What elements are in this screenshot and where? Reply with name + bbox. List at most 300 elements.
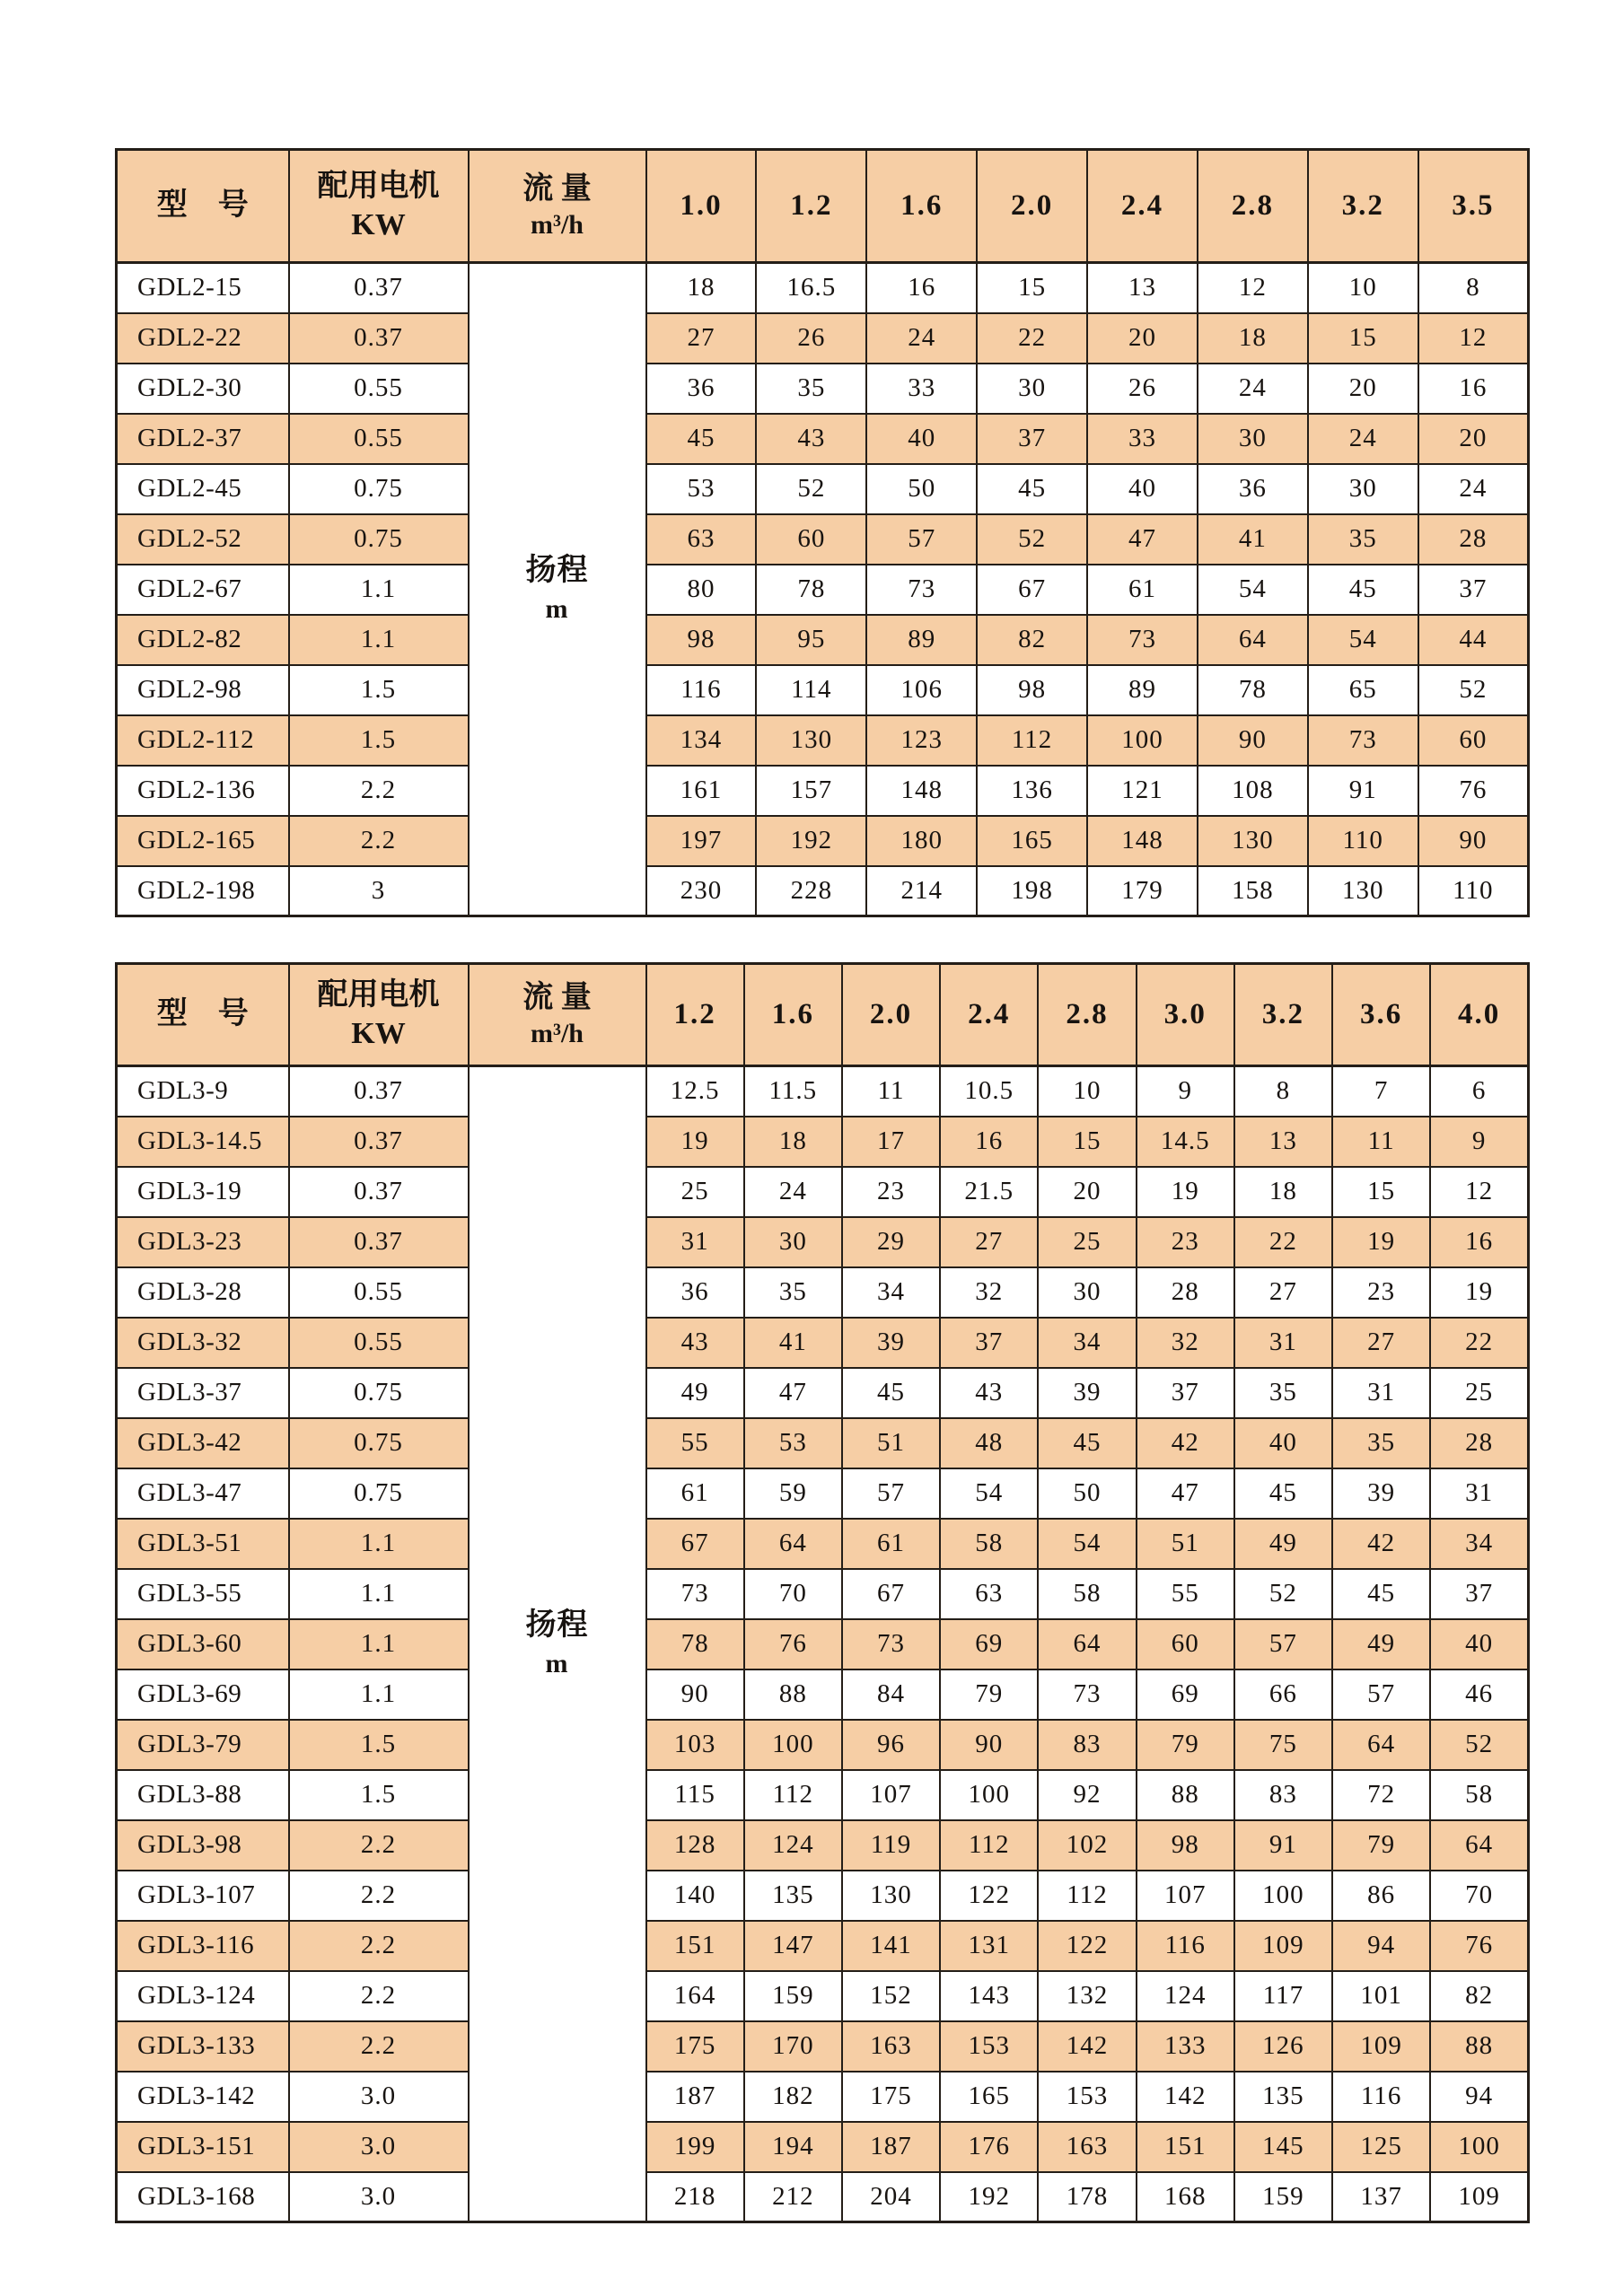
head-value-cell: 134 — [646, 715, 757, 766]
head-value-cell: 78 — [1198, 665, 1308, 715]
head-value-cell: 37 — [977, 414, 1087, 464]
head-value-cell: 109 — [1234, 1921, 1332, 1971]
head-value-cell: 39 — [842, 1318, 940, 1368]
head-value-cell: 34 — [1430, 1519, 1528, 1569]
table-row — [117, 715, 1529, 766]
head-value-cell: 98 — [646, 615, 757, 665]
head-value-cell: 180 — [866, 816, 977, 866]
motor-kw-cell: 3.0 — [289, 2122, 469, 2172]
head-value-cell: 159 — [744, 1971, 842, 2021]
head-value-cell: 43 — [756, 414, 866, 464]
head-value-cell: 88 — [1430, 2021, 1528, 2072]
head-value-cell: 20 — [1038, 1167, 1136, 1217]
head-value-cell: 30 — [1038, 1267, 1136, 1318]
head-value-cell: 31 — [1234, 1318, 1332, 1368]
head-value-cell: 22 — [977, 313, 1087, 364]
head-value-cell: 36 — [646, 364, 757, 414]
motor-kw-cell: 0.75 — [289, 1418, 469, 1468]
motor-kw-cell: 2.2 — [289, 1921, 469, 1971]
head-value-cell: 31 — [1332, 1368, 1430, 1418]
head-value-cell: 26 — [1087, 364, 1198, 414]
motor-kw-cell: 0.55 — [289, 1267, 469, 1318]
motor-kw-cell: 1.5 — [289, 1720, 469, 1770]
head-value-cell: 84 — [842, 1669, 940, 1720]
head-value-cell: 94 — [1430, 2072, 1528, 2122]
head-value-cell: 12 — [1418, 313, 1529, 364]
head-value-cell: 125 — [1332, 2122, 1430, 2172]
model-cell: GDL3-88 — [117, 1770, 289, 1820]
head-value-cell: 50 — [866, 464, 977, 514]
head-value-cell: 54 — [1038, 1519, 1136, 1569]
head-value-cell: 100 — [1430, 2122, 1528, 2172]
head-value-cell: 55 — [1137, 1569, 1234, 1619]
head-value-cell: 28 — [1137, 1267, 1234, 1318]
head-value-cell: 106 — [866, 665, 977, 715]
head-value-cell: 83 — [1038, 1720, 1136, 1770]
motor-kw-cell: 1.1 — [289, 1569, 469, 1619]
head-value-cell: 23 — [842, 1167, 940, 1217]
head-value-cell: 34 — [842, 1267, 940, 1318]
head-value-cell: 15 — [1332, 1167, 1430, 1217]
flow-rate-value-header: 2.4 — [1087, 150, 1198, 263]
head-value-cell: 45 — [1308, 565, 1418, 615]
head-value-cell: 52 — [1234, 1569, 1332, 1619]
head-value-cell: 43 — [940, 1368, 1038, 1418]
head-value-cell: 43 — [646, 1318, 744, 1368]
head-value-cell: 110 — [1308, 816, 1418, 866]
model-cell: GDL3-42 — [117, 1418, 289, 1468]
head-value-cell: 109 — [1332, 2021, 1430, 2072]
head-value-cell: 115 — [646, 1770, 744, 1820]
motor-kw-cell: 0.75 — [289, 514, 469, 565]
head-value-cell: 19 — [646, 1117, 744, 1167]
table-row — [117, 1217, 1529, 1267]
head-value-cell: 29 — [842, 1217, 940, 1267]
table-row — [117, 1820, 1529, 1871]
head-value-cell: 170 — [744, 2021, 842, 2072]
head-value-cell: 25 — [1430, 1368, 1528, 1418]
head-value-cell: 18 — [646, 263, 757, 313]
head-value-cell: 143 — [940, 1971, 1038, 2021]
head-value-cell: 91 — [1234, 1820, 1332, 1871]
head-value-cell: 61 — [1087, 565, 1198, 615]
table-row — [117, 1468, 1529, 1519]
model-cell: GDL3-23 — [117, 1217, 289, 1267]
flow-rate-value-header: 2.8 — [1038, 964, 1136, 1066]
head-value-cell: 72 — [1332, 1770, 1430, 1820]
motor-kw-cell: 2.2 — [289, 2021, 469, 2072]
motor-header-label: 配用电机 — [317, 170, 440, 203]
head-value-cell: 153 — [1038, 2072, 1136, 2122]
table-row — [117, 2172, 1529, 2222]
head-value-cell: 100 — [940, 1770, 1038, 1820]
head-value-cell: 37 — [1430, 1569, 1528, 1619]
head-value-cell: 46 — [1430, 1669, 1528, 1720]
head-value-cell: 8 — [1234, 1066, 1332, 1117]
head-value-cell: 61 — [646, 1468, 744, 1519]
head-value-cell: 35 — [1234, 1368, 1332, 1418]
head-value-cell: 148 — [866, 766, 977, 816]
head-value-cell: 47 — [1087, 514, 1198, 565]
head-value-cell: 91 — [1308, 766, 1418, 816]
head-value-cell: 40 — [1234, 1418, 1332, 1468]
head-value-cell: 64 — [1430, 1820, 1528, 1871]
model-cell: GDL3-168 — [117, 2172, 289, 2222]
head-value-cell: 13 — [1087, 263, 1198, 313]
motor-kw-cell: 0.75 — [289, 1368, 469, 1418]
head-value-cell: 159 — [1234, 2172, 1332, 2222]
header-row — [117, 150, 1529, 263]
head-value-cell: 20 — [1087, 313, 1198, 364]
head-value-cell: 23 — [1332, 1267, 1430, 1318]
motor-column-header — [289, 964, 469, 1066]
head-value-cell: 86 — [1332, 1871, 1430, 1921]
head-value-cell: 103 — [646, 1720, 744, 1770]
flow-rate-value-header: 1.2 — [646, 964, 744, 1066]
head-value-cell: 17 — [842, 1117, 940, 1167]
head-value-cell: 59 — [744, 1468, 842, 1519]
motor-kw-cell: 2.2 — [289, 1820, 469, 1871]
head-value-cell: 25 — [1038, 1217, 1136, 1267]
head-value-cell: 18 — [1234, 1167, 1332, 1217]
head-value-cell: 117 — [1234, 1971, 1332, 2021]
motor-header-label: 配用电机 — [317, 978, 440, 1012]
model-column-header — [117, 150, 289, 263]
head-value-cell: 51 — [842, 1418, 940, 1468]
head-value-cell: 49 — [646, 1368, 744, 1418]
model-cell: GDL2-98 — [117, 665, 289, 715]
head-value-cell: 26 — [756, 313, 866, 364]
head-value-cell: 58 — [1430, 1770, 1528, 1820]
head-value-cell: 165 — [940, 2072, 1038, 2122]
head-value-cell: 161 — [646, 766, 757, 816]
head-value-cell: 64 — [1332, 1720, 1430, 1770]
head-value-cell: 39 — [1038, 1368, 1136, 1418]
head-value-cell: 133 — [1137, 2021, 1234, 2072]
flow-rate-value-header: 3.6 — [1332, 964, 1430, 1066]
head-value-cell: 61 — [842, 1519, 940, 1569]
motor-kw-cell: 0.37 — [289, 313, 469, 364]
head-value-cell: 16 — [1430, 1217, 1528, 1267]
head-value-cell: 214 — [866, 866, 977, 916]
head-value-cell: 48 — [940, 1418, 1038, 1468]
head-value-cell: 152 — [842, 1971, 940, 2021]
head-value-cell: 16 — [866, 263, 977, 313]
head-value-cell: 47 — [1137, 1468, 1234, 1519]
table-row — [117, 414, 1529, 464]
head-value-cell: 79 — [1137, 1720, 1234, 1770]
table-row — [117, 1117, 1529, 1167]
head-value-cell: 228 — [756, 866, 866, 916]
head-value-cell: 30 — [1308, 464, 1418, 514]
head-value-cell: 37 — [1137, 1368, 1234, 1418]
model-cell: GDL2-22 — [117, 313, 289, 364]
head-value-cell: 126 — [1234, 2021, 1332, 2072]
head-value-cell: 55 — [646, 1418, 744, 1468]
model-cell: GDL2-37 — [117, 414, 289, 464]
head-value-cell: 80 — [646, 565, 757, 615]
head-value-cell: 79 — [940, 1669, 1038, 1720]
table-row — [117, 514, 1529, 565]
head-value-cell: 112 — [977, 715, 1087, 766]
flow-unit-label: m³/h — [530, 1019, 584, 1048]
head-value-cell: 24 — [1308, 414, 1418, 464]
head-value-cell: 78 — [646, 1619, 744, 1669]
motor-kw-cell: 1.5 — [289, 715, 469, 766]
motor-kw-cell: 3 — [289, 866, 469, 916]
head-value-cell: 89 — [866, 615, 977, 665]
head-value-cell: 70 — [1430, 1871, 1528, 1921]
head-value-cell: 76 — [1430, 1921, 1528, 1971]
head-value-cell: 67 — [842, 1569, 940, 1619]
head-value-cell: 32 — [1137, 1318, 1234, 1368]
model-cell: GDL3-107 — [117, 1871, 289, 1921]
head-value-cell: 73 — [1308, 715, 1418, 766]
model-header-label: 型 号 — [156, 188, 249, 223]
head-value-cell: 130 — [1198, 816, 1308, 866]
flow-rate-value-header: 3.5 — [1418, 150, 1529, 263]
head-value-cell: 204 — [842, 2172, 940, 2222]
head-value-cell: 57 — [866, 514, 977, 565]
head-label: 扬程 — [525, 1608, 589, 1643]
head-value-cell: 34 — [1038, 1318, 1136, 1368]
model-cell: GDL3-69 — [117, 1669, 289, 1720]
flow-rate-value-header: 2.0 — [977, 150, 1087, 263]
motor-kw-cell: 0.37 — [289, 1167, 469, 1217]
motor-column-header — [289, 150, 469, 263]
head-value-cell: 28 — [1418, 514, 1529, 565]
head-value-cell: 69 — [940, 1619, 1038, 1669]
model-cell: GDL2-82 — [117, 615, 289, 665]
table-row — [117, 2021, 1529, 2072]
head-value-cell: 24 — [744, 1167, 842, 1217]
table-row — [117, 1971, 1529, 2021]
head-unit-merged-cell — [469, 263, 646, 916]
head-value-cell: 18 — [1198, 313, 1308, 364]
head-value-cell: 123 — [866, 715, 977, 766]
motor-kw-cell: 3.0 — [289, 2072, 469, 2122]
head-value-cell: 49 — [1332, 1619, 1430, 1669]
head-value-cell: 69 — [1137, 1669, 1234, 1720]
table-row — [117, 1418, 1529, 1468]
table-row — [117, 766, 1529, 816]
head-value-cell: 192 — [940, 2172, 1038, 2222]
head-value-cell: 194 — [744, 2122, 842, 2172]
table-row — [117, 364, 1529, 414]
head-value-cell: 44 — [1418, 615, 1529, 665]
head-value-cell: 20 — [1308, 364, 1418, 414]
head-value-cell: 114 — [756, 665, 866, 715]
head-value-cell: 40 — [866, 414, 977, 464]
head-value-cell: 145 — [1234, 2122, 1332, 2172]
flow-rate-value-header: 1.0 — [646, 150, 757, 263]
head-value-cell: 83 — [1234, 1770, 1332, 1820]
head-value-cell: 11 — [842, 1066, 940, 1117]
head-value-cell: 147 — [744, 1921, 842, 1971]
head-value-cell: 37 — [1418, 565, 1529, 615]
head-value-cell: 24 — [1198, 364, 1308, 414]
head-value-cell: 67 — [646, 1519, 744, 1569]
flow-rate-value-header: 2.4 — [940, 964, 1038, 1066]
head-value-cell: 212 — [744, 2172, 842, 2222]
head-value-cell: 107 — [1137, 1871, 1234, 1921]
head-value-cell: 179 — [1087, 866, 1198, 916]
head-value-cell: 73 — [1087, 615, 1198, 665]
table-row — [117, 1318, 1529, 1368]
model-cell: GDL3-51 — [117, 1519, 289, 1569]
head-value-cell: 132 — [1038, 1971, 1136, 2021]
head-value-cell: 30 — [977, 364, 1087, 414]
head-value-cell: 12 — [1430, 1167, 1528, 1217]
table-row — [117, 2072, 1529, 2122]
head-value-cell: 25 — [646, 1167, 744, 1217]
head-value-cell: 109 — [1430, 2172, 1528, 2222]
head-value-cell: 73 — [646, 1569, 744, 1619]
head-value-cell: 58 — [1038, 1569, 1136, 1619]
head-value-cell: 36 — [1198, 464, 1308, 514]
head-value-cell: 12 — [1198, 263, 1308, 313]
model-cell: GDL3-98 — [117, 1820, 289, 1871]
head-value-cell: 175 — [842, 2072, 940, 2122]
table-row — [117, 1267, 1529, 1318]
motor-kw-cell: 1.1 — [289, 615, 469, 665]
flow-unit-label: m³/h — [530, 210, 584, 240]
motor-unit-label: KW — [351, 1016, 406, 1050]
head-value-cell: 182 — [744, 2072, 842, 2122]
table-row — [117, 1167, 1529, 1217]
head-value-cell: 142 — [1038, 2021, 1136, 2072]
motor-kw-cell: 2.2 — [289, 1971, 469, 2021]
head-value-cell: 30 — [744, 1217, 842, 1267]
head-value-cell: 130 — [1308, 866, 1418, 916]
head-value-cell: 50 — [1038, 1468, 1136, 1519]
head-value-cell: 119 — [842, 1820, 940, 1871]
model-cell: GDL2-165 — [117, 816, 289, 866]
head-value-cell: 130 — [842, 1871, 940, 1921]
head-value-cell: 95 — [756, 615, 866, 665]
head-value-cell: 64 — [744, 1519, 842, 1569]
model-cell: GDL2-30 — [117, 364, 289, 414]
motor-kw-cell: 0.75 — [289, 1468, 469, 1519]
head-value-cell: 88 — [1137, 1770, 1234, 1820]
head-value-cell: 157 — [756, 766, 866, 816]
head-value-cell: 197 — [646, 816, 757, 866]
head-value-cell: 230 — [646, 866, 757, 916]
head-value-cell: 110 — [1418, 866, 1529, 916]
head-value-cell: 54 — [1308, 615, 1418, 665]
model-cell: GDL3-47 — [117, 1468, 289, 1519]
gdl3-performance-table — [115, 962, 1530, 2223]
head-value-cell: 21.5 — [940, 1167, 1038, 1217]
model-cell: GDL2-45 — [117, 464, 289, 514]
table-row — [117, 1066, 1529, 1117]
head-value-cell: 52 — [756, 464, 866, 514]
head-value-cell: 122 — [1038, 1921, 1136, 1971]
motor-kw-cell: 0.37 — [289, 1117, 469, 1167]
head-value-cell: 42 — [1332, 1519, 1430, 1569]
head-value-cell: 140 — [646, 1871, 744, 1921]
head-value-cell: 124 — [744, 1820, 842, 1871]
head-value-cell: 164 — [646, 1971, 744, 2021]
model-cell: GDL3-116 — [117, 1921, 289, 1971]
head-value-cell: 10.5 — [940, 1066, 1038, 1117]
head-value-cell: 90 — [646, 1669, 744, 1720]
flow-header-label: 流 量 — [522, 171, 592, 206]
motor-kw-cell: 1.1 — [289, 1669, 469, 1720]
head-value-cell: 36 — [646, 1267, 744, 1318]
head-value-cell: 16.5 — [756, 263, 866, 313]
head-value-cell: 27 — [646, 313, 757, 364]
table-row — [117, 1720, 1529, 1770]
model-cell: GDL3-133 — [117, 2021, 289, 2072]
head-value-cell: 52 — [1418, 665, 1529, 715]
head-value-cell: 8 — [1418, 263, 1529, 313]
model-cell: GDL3-32 — [117, 1318, 289, 1368]
head-value-cell: 151 — [646, 1921, 744, 1971]
head-value-cell: 54 — [940, 1468, 1038, 1519]
head-value-cell: 12.5 — [646, 1066, 744, 1117]
model-header-label: 型 号 — [156, 997, 249, 1031]
table-row — [117, 665, 1529, 715]
head-value-cell: 151 — [1137, 2122, 1234, 2172]
head-value-cell: 60 — [756, 514, 866, 565]
head-value-cell: 94 — [1332, 1921, 1430, 1971]
table-row — [117, 1921, 1529, 1971]
head-value-cell: 101 — [1332, 1971, 1430, 2021]
head-value-cell: 6 — [1430, 1066, 1528, 1117]
table-row — [117, 866, 1529, 916]
table-row — [117, 1669, 1529, 1720]
model-cell: GDL3-9 — [117, 1066, 289, 1117]
model-cell: GDL3-14.5 — [117, 1117, 289, 1167]
flow-column-header — [469, 964, 646, 1066]
table-row — [117, 464, 1529, 514]
head-value-cell: 96 — [842, 1720, 940, 1770]
head-value-cell: 57 — [842, 1468, 940, 1519]
table-row — [117, 263, 1529, 313]
head-value-cell: 45 — [646, 414, 757, 464]
head-value-cell: 76 — [744, 1619, 842, 1669]
motor-kw-cell: 0.55 — [289, 364, 469, 414]
head-value-cell: 63 — [940, 1569, 1038, 1619]
motor-kw-cell: 0.37 — [289, 1217, 469, 1267]
head-value-cell: 51 — [1137, 1519, 1234, 1569]
flow-rate-value-header: 2.8 — [1198, 150, 1308, 263]
head-value-cell: 122 — [940, 1871, 1038, 1921]
head-value-cell: 15 — [977, 263, 1087, 313]
model-cell: GDL3-55 — [117, 1569, 289, 1619]
model-cell: GDL2-112 — [117, 715, 289, 766]
model-cell: GDL3-37 — [117, 1368, 289, 1418]
head-value-cell: 20 — [1418, 414, 1529, 464]
head-value-cell: 7 — [1332, 1066, 1430, 1117]
head-value-cell: 47 — [744, 1368, 842, 1418]
flow-rate-value-header: 1.2 — [756, 150, 866, 263]
head-value-cell: 112 — [940, 1820, 1038, 1871]
head-value-cell: 175 — [646, 2021, 744, 2072]
head-value-cell: 31 — [1430, 1468, 1528, 1519]
head-unit-label: m — [545, 594, 569, 625]
head-value-cell: 73 — [1038, 1669, 1136, 1720]
head-value-cell: 58 — [940, 1519, 1038, 1569]
head-value-cell: 67 — [977, 565, 1087, 615]
head-value-cell: 40 — [1430, 1619, 1528, 1669]
head-value-cell: 37 — [940, 1318, 1038, 1368]
head-value-cell: 27 — [1234, 1267, 1332, 1318]
head-value-cell: 158 — [1198, 866, 1308, 916]
head-value-cell: 53 — [744, 1418, 842, 1468]
head-value-cell: 116 — [646, 665, 757, 715]
